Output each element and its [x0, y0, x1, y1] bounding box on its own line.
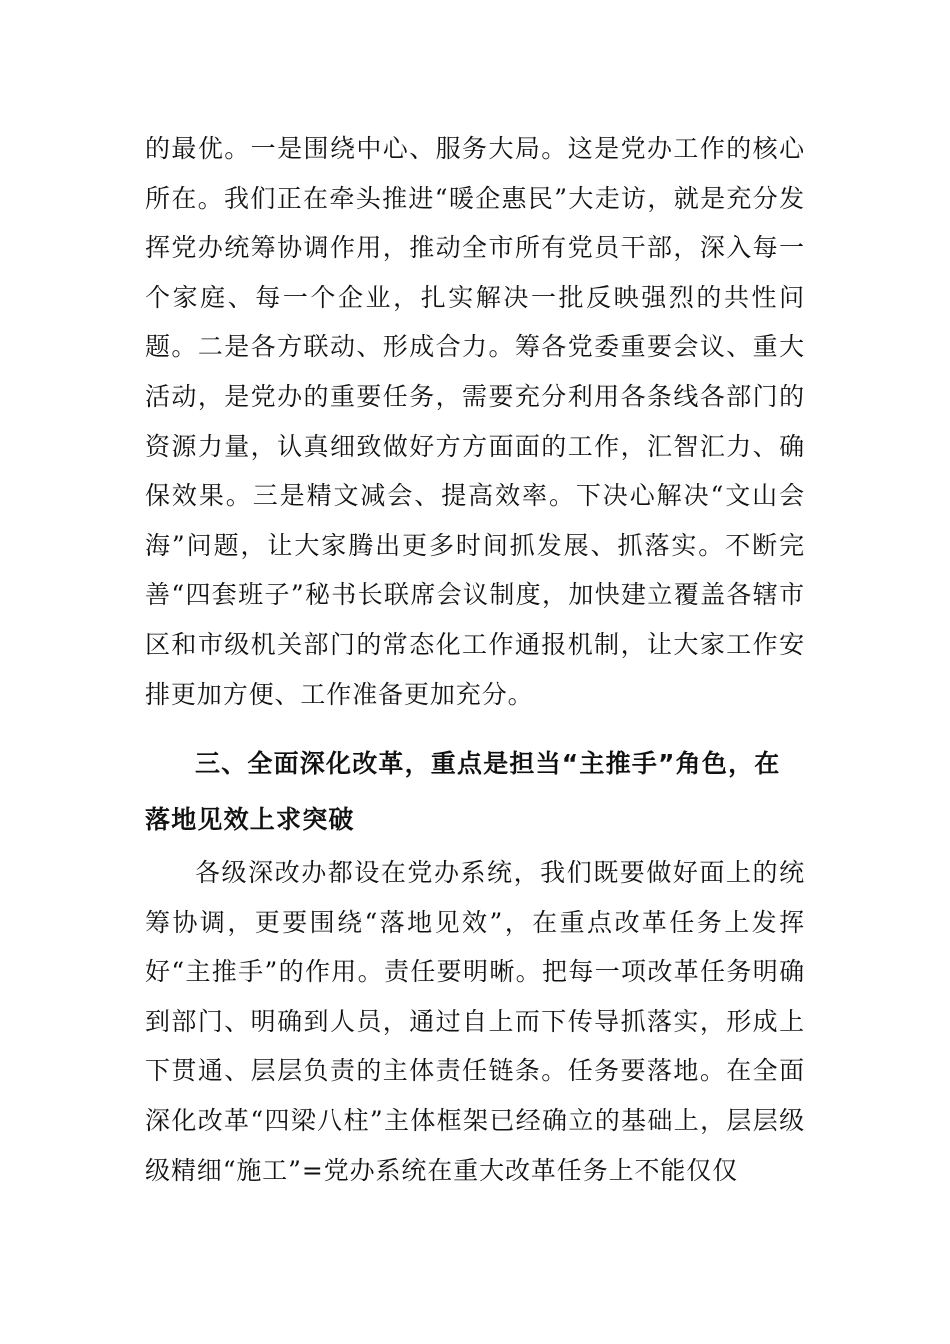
section-heading: 三、全面深化改革，重点是担当“主推手”角色，在落地见效上求突破: [145, 749, 781, 834]
body-paragraph: 的最优。一是围绕中心、服务大局。这是党办工作的核心所在。我们正在牵头推进“暖企惠民”大走访，就是充分发挥党办统筹协调作用，推动全市所有党员干部，深入每一个家庭、每一个企业，扎实解决一批反映强烈的共性问题。二是各方联动、形成合力。筹各党委重要会议、重大活动，是党办的重要任务，需要充分利用各条线各部门的资源力量，认真细致做好方方面面的工作，汇智汇力、确保效果。三是精文减会、提高效率。下决心解决“文山会海”问题，让大家腾出更多时间抓发展、抓落实。不断完善“四套班子”秘书长联席会议制度，加快建立覆盖各辖市区和市级机关部门的常态化工作通报机制，让大家工作安排更加方便、工作准备更加充分。: [145, 134, 805, 709]
body-paragraph: 各级深改办都设在党办系统，我们既要做好面上的统筹协调，更要围绕“落地见效”，在重点改革任务上发挥好“主推手”的作用。责任要明晰。把每一项改革任务明确到部门、明确到人员，通过自上而下传导抓落实，形成上下贯通、层层负责的主体责任链条。任务要落地。在全面深化改革“四梁八柱”主体框架已经确立的基础上，层层级级精细“施工”=党办系统在重大改革任务上不能仅仅: [145, 858, 805, 1185]
